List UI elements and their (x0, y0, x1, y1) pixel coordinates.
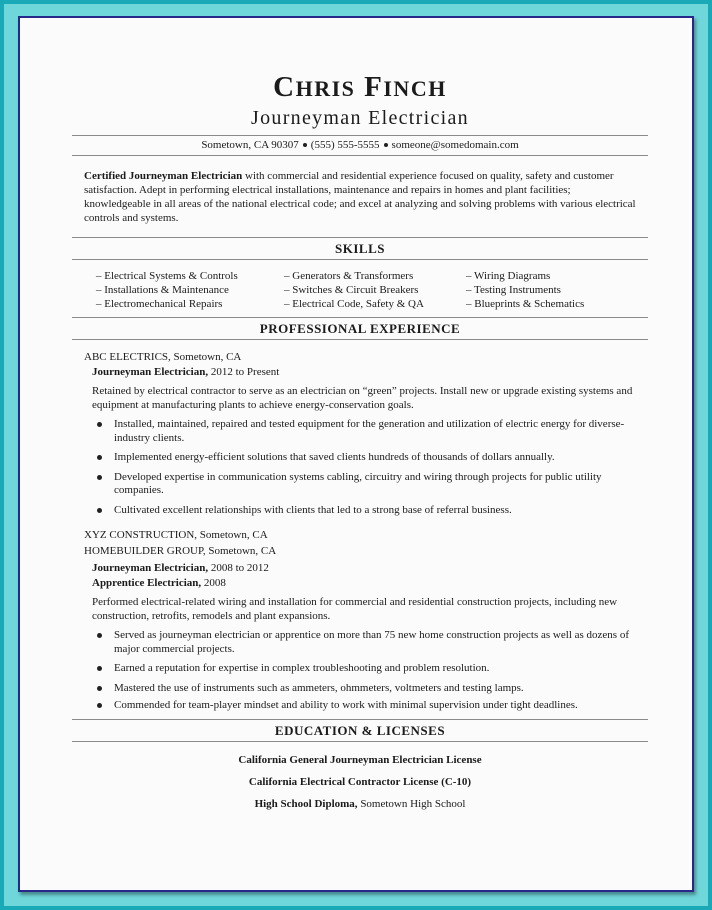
experience-heading: PROFESSIONAL EXPERIENCE (259, 321, 461, 336)
role-title: Journeyman Electrician, (92, 366, 209, 378)
role-line (84, 561, 636, 576)
job-title: Journeyman Electrician (251, 107, 469, 129)
role-dates: 2008 (201, 577, 226, 589)
divider (72, 155, 648, 156)
skill-item: – Electromechanical Repairs (96, 298, 223, 310)
contact-email[interactable]: someone@somedomain.com (391, 139, 519, 151)
bullet-text: Cultivated excellent relationships with clients that led to a strong base of referral business. (114, 503, 512, 516)
job-description: Retained by electrical contractor to serve as an electrician on “green” projects. Install new or upgrade existing systems and equipment at manufacturing plants to achieve energy-conservation goals. (92, 385, 633, 411)
name-first-initial: C (273, 71, 296, 103)
bullet-text: Developed expertise in communication systems cabling, circuitry and wiring through projects for public utility companies. (114, 470, 602, 496)
divider (72, 741, 648, 742)
job-bullets (84, 418, 636, 517)
skill-item: – Switches & Circuit Breakers (284, 284, 419, 296)
job-description: Performed electrical-related wiring and installation for commercial and residential construction projects, including new construction, retrofits, remodels and plant expansions. (92, 596, 618, 622)
bullet-text: Implemented energy-efficient solutions that saved clients hundreds of thousands of dollars annually. (114, 451, 555, 463)
license-item: California Electrical Contractor License (C-10) (248, 775, 472, 788)
diploma-item (84, 793, 636, 815)
summary-lead: Certified Journeyman Electrician (84, 170, 243, 182)
role-line (84, 365, 636, 380)
employer-name: XYZ CONSTRUCTION, Sometown, CA (84, 529, 268, 541)
bullet-item (92, 682, 636, 696)
role-dates: 2012 to Present (208, 366, 280, 378)
bullet-dot (97, 633, 102, 638)
bullet-dot (97, 475, 102, 480)
summary-paragraph (84, 169, 636, 225)
resume-page (18, 16, 694, 892)
bullet-separator (303, 143, 307, 147)
divider (72, 339, 648, 340)
candidate-name (84, 72, 636, 104)
skill-item: – Blueprints & Schematics (466, 298, 585, 310)
bullet-text: Mastered the use of instruments such as ammeters, ohmmeters, voltmeters and testing lamps. (114, 681, 524, 694)
bullet-separator (384, 143, 388, 147)
role-title: Journeyman Electrician, (92, 562, 209, 574)
skill-item: – Testing Instruments (466, 284, 561, 296)
name-first-rest: HRIS (295, 76, 356, 101)
contact-line (84, 136, 636, 155)
job-xyz-construction (84, 527, 636, 713)
bullet-item (92, 504, 636, 518)
skills-heading: SKILLS (335, 241, 385, 256)
contact-location: Sometown, CA 90307 (201, 139, 299, 151)
name-last-rest: INCH (383, 76, 447, 101)
education-heading: EDUCATION & LICENSES (274, 722, 446, 738)
bullet-dot (97, 422, 102, 427)
skill-item: – Installations & Maintenance (96, 284, 229, 296)
employer-name: HOMEBUILDER GROUP, Sometown, CA (84, 545, 277, 557)
role-line (84, 576, 636, 591)
diploma-school: Sometown High School (357, 797, 466, 810)
name-last-initial: F (364, 71, 384, 103)
skill-item: – Electrical Systems & Controls (96, 270, 238, 282)
diploma-title: High School Diploma, (254, 797, 358, 810)
bullet-item (92, 629, 636, 656)
bullet-text: Commended for team-player mindset and ability to work with minimal supervision under tight deadlines. (114, 699, 578, 711)
skills-column-2 (284, 269, 466, 311)
bullet-item (92, 662, 636, 676)
skills-list (84, 260, 636, 317)
bullet-item (92, 699, 636, 713)
bullet-dot (97, 666, 102, 671)
license-item: California General Journeyman Electrician License (238, 753, 482, 766)
bullet-text: Earned a reputation for expertise in complex troubleshooting and problem resolution. (114, 662, 490, 674)
skill-item: – Wiring Diagrams (466, 270, 551, 282)
bullet-dot (97, 703, 102, 708)
role-dates: 2008 to 2012 (208, 562, 269, 574)
skills-column-3 (466, 269, 584, 311)
role-title: Apprentice Electrician, (92, 577, 202, 589)
resume-content (84, 72, 636, 815)
bullet-dot (97, 455, 102, 460)
employer-name: ABC ELECTRICS, Sometown, CA (84, 351, 242, 363)
contact-phone: (555) 555-5555 (310, 139, 380, 151)
bullet-text: Installed, maintained, repaired and tested equipment for the generation and utilization of electric energy for diverse-industry clients. (114, 418, 625, 444)
bullet-text: Served as journeyman electrician or apprentice on more than 75 new home construction projects as well as dozens of major commercial projects. (114, 629, 629, 655)
job-abc-electrics (84, 349, 636, 517)
bullet-item (92, 418, 636, 445)
bullet-dot (97, 686, 102, 691)
skill-item: – Generators & Transformers (284, 270, 414, 282)
bullet-item (92, 471, 636, 498)
bullet-dot (97, 508, 102, 513)
summary-text: with commercial and residential experience focused on quality, safety and customer satisfaction. Adept in performing electrical installations, maintenance and repairs in homes and plant facilities; knowledgeable in all areas of the national electrical code; and excel at analyzing and solving problems with various electrical controls and systems. (84, 170, 636, 224)
skills-column-1 (96, 269, 284, 311)
bullet-item (92, 451, 636, 465)
skill-item: – Electrical Code, Safety & QA (284, 298, 424, 310)
education-list (84, 749, 636, 815)
job-bullets (84, 629, 636, 713)
